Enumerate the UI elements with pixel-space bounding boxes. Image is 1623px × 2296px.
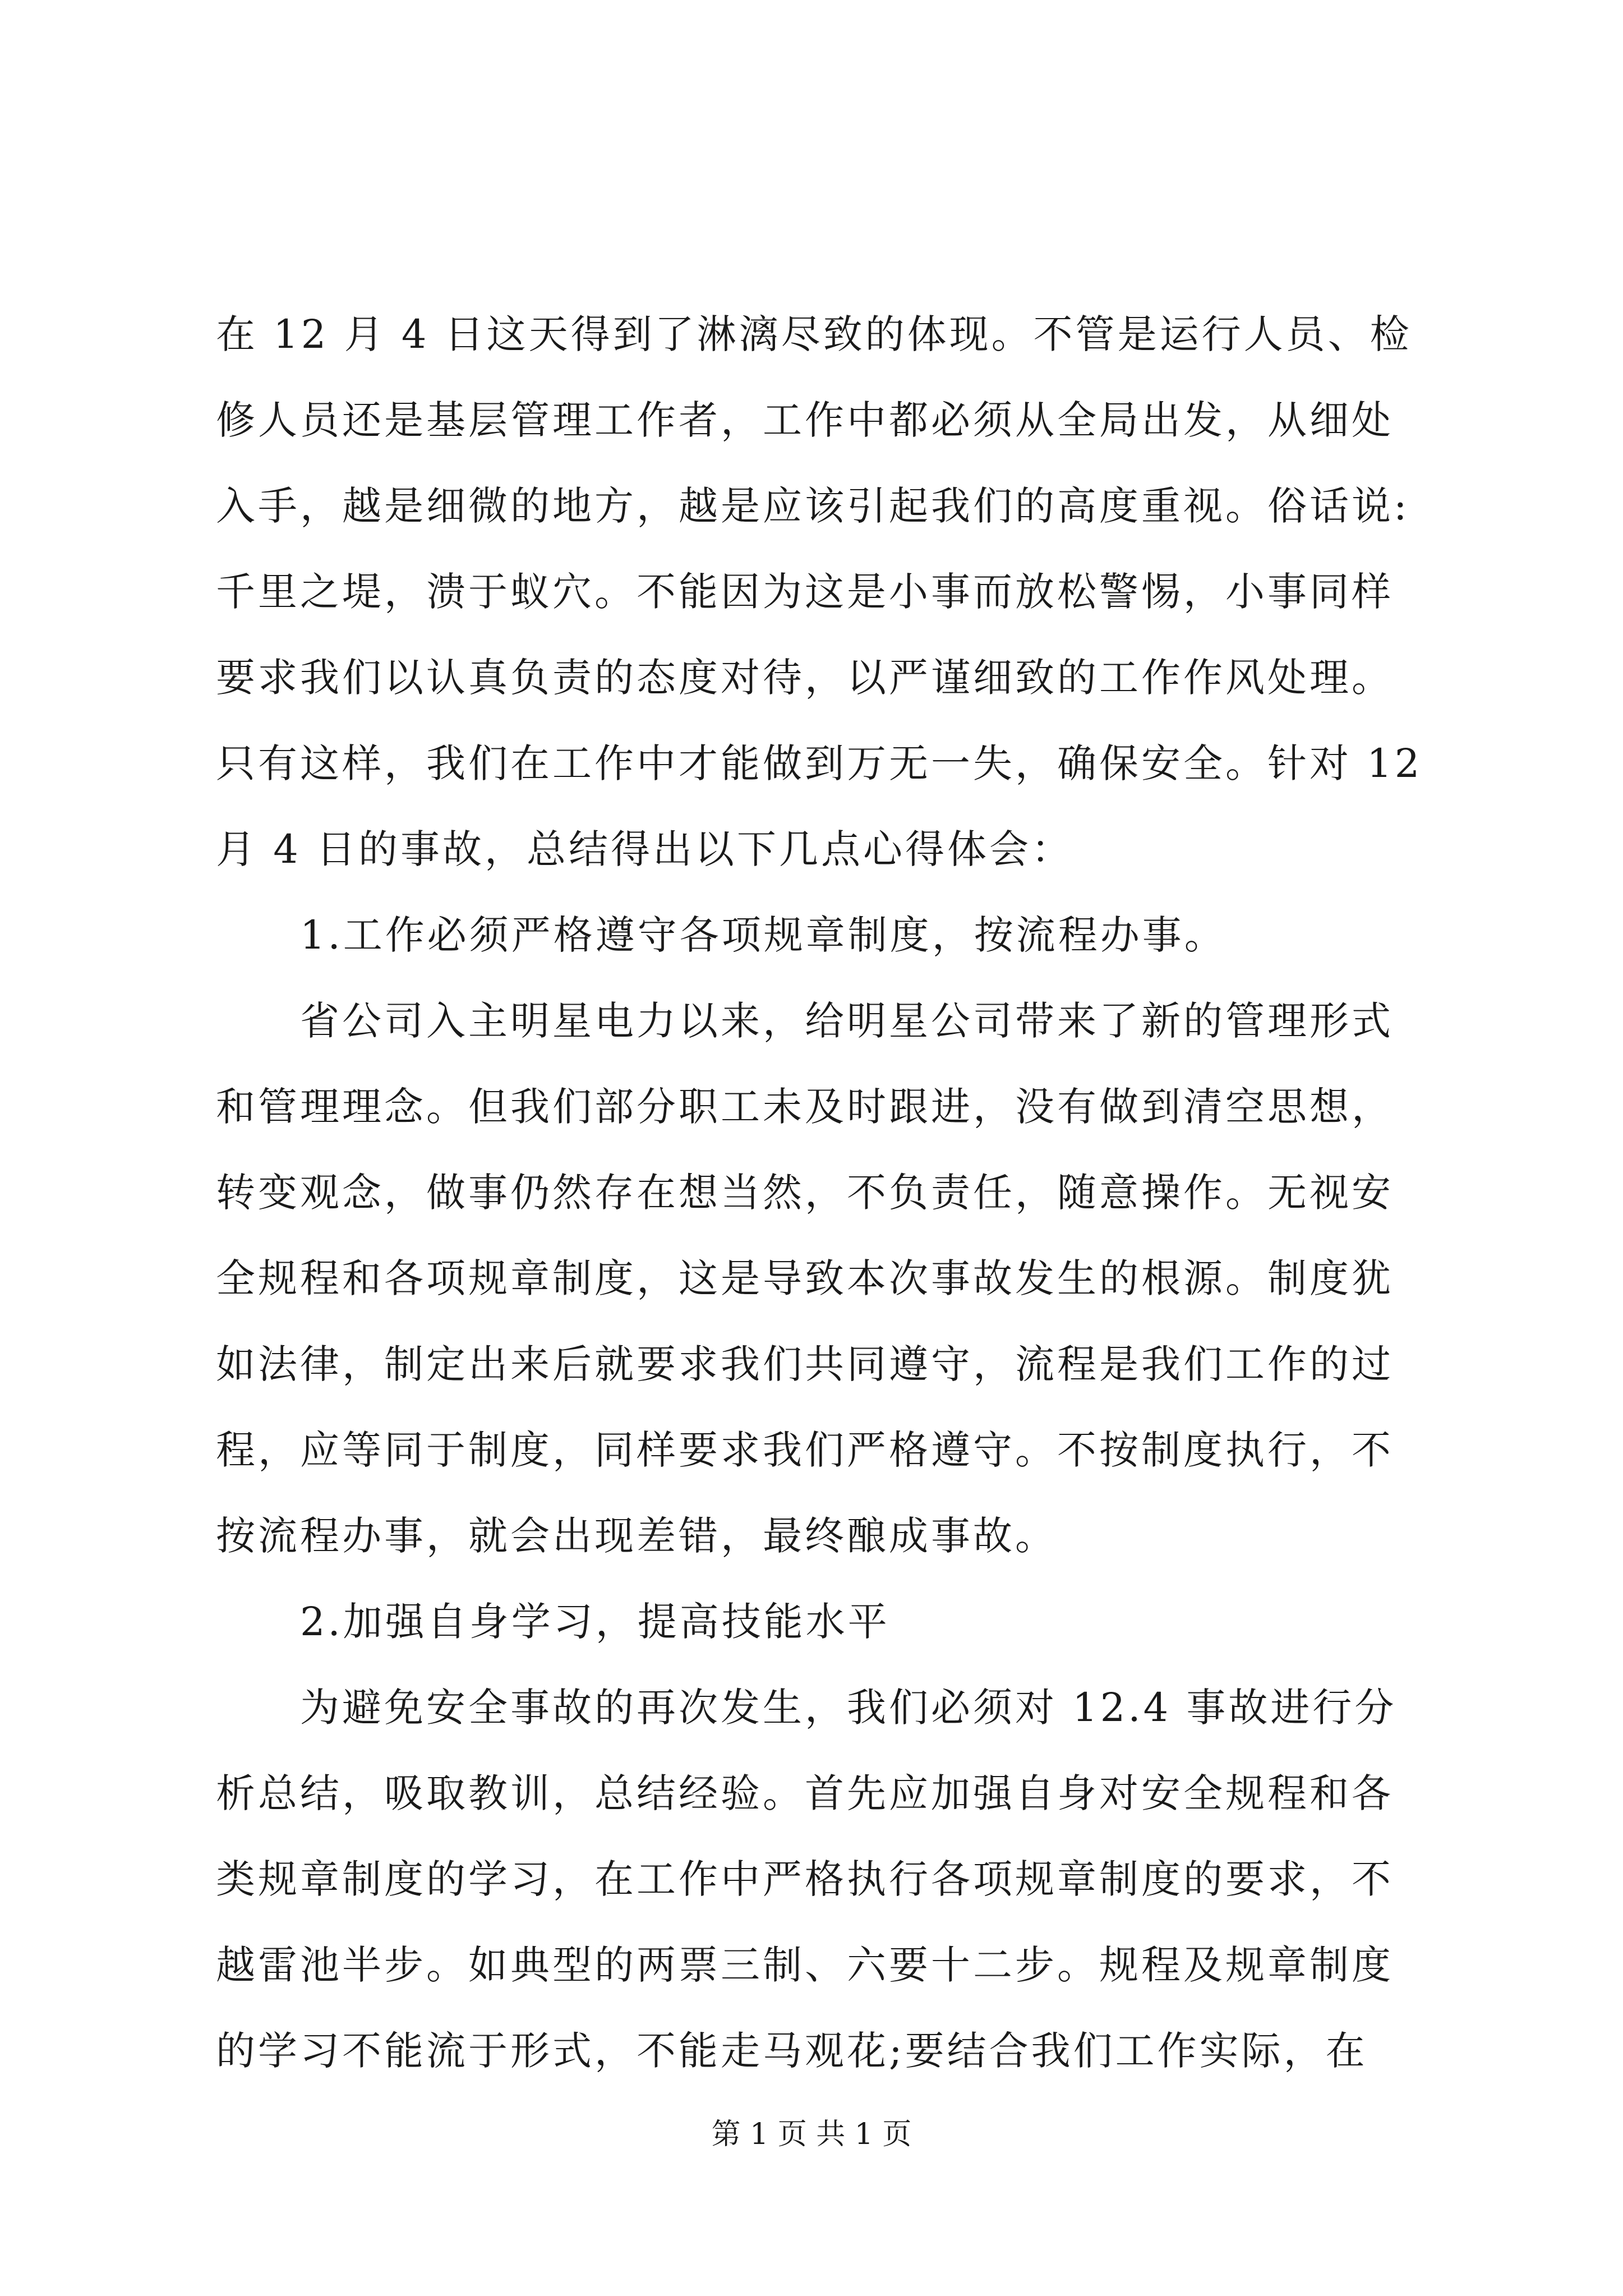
text-line: 千里之堤，溃于蚁穴。不能因为这是小事而放松警惕，小事同样 — [216, 569, 1394, 615]
text-line: 类规章制度的学习，在工作中严格执行各项规章制度的要求，不 — [216, 1856, 1394, 1902]
text-line: 析总结，吸取教训，总结经验。首先应加强自身对安全规程和各 — [216, 1770, 1394, 1816]
text-line: 的学习不能流于形式，不能走马观花;要结合我们工作实际，在 — [216, 2028, 1368, 2074]
section-heading: 2.加强自身学习，提高技能水平 — [300, 1599, 890, 1645]
paragraph-start: 为避免安全事故的再次发生，我们必须对 12.4 事故进行分 — [300, 1685, 1397, 1731]
text-line: 按流程办事，就会出现差错，最终酿成事故。 — [216, 1513, 1057, 1559]
text-line: 月 4 日的事故，总结得出以下几点心得体会： — [216, 826, 1074, 872]
text-line: 和管理理念。但我们部分职工未及时跟进，没有做到清空思想， — [216, 1084, 1394, 1130]
text-line: 在 12 月 4 日这天得到了淋漓尽致的体现。不管是运行人员、检 — [216, 311, 1412, 357]
text-line: 转变观念，做事仍然存在想当然，不负责任，随意操作。无视安 — [216, 1170, 1394, 1216]
text-line: 只有这样，我们在工作中才能做到万无一失，确保安全。针对 12 — [216, 740, 1423, 786]
text-line: 越雷池半步。如典型的两票三制、六要十二步。规程及规章制度 — [216, 1942, 1394, 1988]
page-footer: 第 1 页 共 1 页 — [711, 2118, 912, 2151]
paragraph-start: 省公司入主明星电力以来，给明星公司带来了新的管理形式 — [300, 998, 1394, 1044]
text-line: 如法律，制定出来后就要求我们共同遵守，流程是我们工作的过 — [216, 1341, 1394, 1387]
text-line: 要求我们以认真负责的态度对待，以严谨细致的工作作风处理。 — [216, 655, 1394, 701]
text-line: 程，应等同于制度，同样要求我们严格遵守。不按制度执行，不 — [216, 1427, 1394, 1473]
section-heading: 1.工作必须严格遵守各项规章制度，按流程办事。 — [300, 912, 1227, 958]
text-line: 修人员还是基层管理工作者，工作中都必须从全局出发，从细处 — [216, 397, 1394, 443]
text-line: 入手，越是细微的地方，越是应该引起我们的高度重视。俗话说: — [216, 483, 1410, 529]
text-line: 全规程和各项规章制度，这是导致本次事故发生的根源。制度犹 — [216, 1255, 1394, 1301]
